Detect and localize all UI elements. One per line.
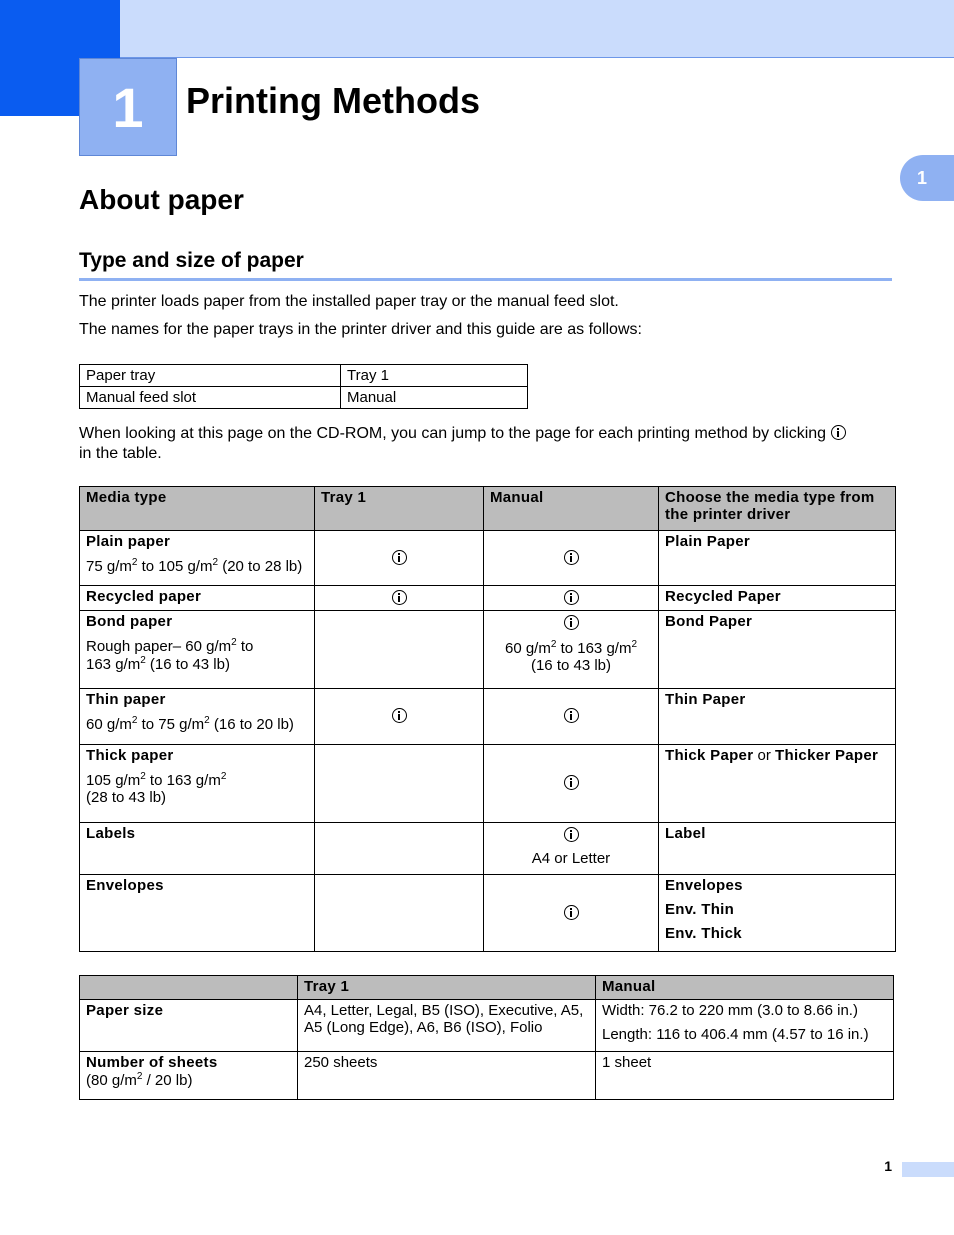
- table-row: [80, 586, 896, 611]
- info-link-icon[interactable]: [392, 708, 407, 723]
- paper-size-manual: Width: 76.2 to 220 mm (3.0 to 8.66 in.) Length: 116 to 406.4 mm (4.57 to 16 in.): [596, 1000, 894, 1052]
- table-row: [80, 531, 896, 586]
- info-link-icon[interactable]: [564, 615, 579, 630]
- table-row: [80, 611, 896, 689]
- table-row: [80, 1000, 894, 1052]
- tray1-cell: [315, 531, 484, 586]
- driver-cell: Recycled Paper: [659, 586, 896, 611]
- tray1-cell: [315, 875, 484, 952]
- intro-paragraph-2: The names for the paper trays in the printer driver and this guide are as follows:: [79, 321, 642, 338]
- header-manual: Manual: [596, 976, 894, 1000]
- tray-names-table: [79, 364, 528, 409]
- info-link-icon[interactable]: [564, 905, 579, 920]
- table-row: [80, 365, 528, 387]
- driver-cell: Label: [659, 823, 896, 875]
- info-link-icon[interactable]: [564, 708, 579, 723]
- tray1-cell: [315, 586, 484, 611]
- media-spec: Rough paper– 60 $g/m^2$ to 163 $g/m^2$ (16 to 43 lb): [86, 637, 254, 673]
- info-link-icon[interactable]: [564, 550, 579, 565]
- paper-size-label: Paper size: [80, 1000, 298, 1052]
- header-blank: [80, 976, 298, 1000]
- info-link-icon[interactable]: [564, 775, 579, 790]
- tray1-cell: [315, 823, 484, 875]
- media-spec: 105 $g/m^2$ to 163 $g/m^2$ (28 to 43 lb): [86, 771, 227, 806]
- table-row: [80, 1052, 894, 1100]
- chapter-number: 1: [79, 58, 177, 156]
- table-row: [80, 875, 896, 952]
- header-light-band: [120, 0, 954, 58]
- tray1-cell: [315, 689, 484, 745]
- info-link-icon[interactable]: [564, 827, 579, 842]
- paper-size-tray1: A4, Letter, Legal, B5 (ISO), Executive, A5, A5 (Long Edge), A6, B6 (ISO), Folio: [298, 1000, 596, 1052]
- manual-cell: [484, 875, 659, 952]
- media-cell: Thin paper 60 $g/m^2$ to 75 $g/m^2$ (16 to 20 lb): [80, 689, 315, 745]
- tray-name-cell: Paper tray: [80, 365, 341, 387]
- driver-cell: Thin Paper: [659, 689, 896, 745]
- tray-label-cell: Tray 1: [341, 365, 528, 387]
- manual-cell: [484, 531, 659, 586]
- sheets-label: Number of sheets (80 $g/m^2 / 20$ lb): [80, 1052, 298, 1100]
- driver-cell: Envelopes Env. Thin Env. Thick: [659, 875, 896, 952]
- table-row: [80, 689, 896, 745]
- media-spec: 60 $g/m^2$ to 75 $g/m^2$ (16 to 20 lb): [86, 715, 294, 733]
- media-cell: Bond paper Rough paper– 60 $g/m^2$ to 163 $g/m^2$ (16 to 43 lb): [80, 611, 315, 689]
- table-row: [80, 823, 896, 875]
- media-cell: Plain paper 75 $g/m^2$ to 105 $g/m^2$ (20 to 28 lb): [80, 531, 315, 586]
- intro-paragraph-1: The printer loads paper from the installed paper tray or the manual feed slot.: [79, 293, 619, 310]
- header-tray1: Tray 1: [298, 976, 596, 1000]
- info-link-icon: [831, 425, 846, 440]
- header-media-type: Media type: [80, 487, 315, 531]
- media-cell: Envelopes: [80, 875, 315, 952]
- tray1-cell: [315, 611, 484, 689]
- media-cell: Recycled paper: [80, 586, 315, 611]
- sheets-manual: 1 sheet: [596, 1052, 894, 1100]
- manual-cell: [484, 611, 659, 689]
- manual-cell: [484, 586, 659, 611]
- paper-size-table: [79, 975, 894, 1100]
- media-cell: Thick paper 105 $g/m^2$ to 163 $g/m^2$ (28 to 43 lb): [80, 745, 315, 823]
- media-cell: Labels: [80, 823, 315, 875]
- table-row: [80, 387, 528, 409]
- page-number: 1: [884, 1158, 892, 1174]
- table-header-row: [80, 976, 894, 1000]
- manual-cell: [484, 745, 659, 823]
- tray-label-cell: Manual: [341, 387, 528, 409]
- media-spec: 75 $g/m^2$ to 105 $g/m^2$ (20 to 28 lb): [86, 557, 303, 575]
- manual-spec: 60 $g/m^2$ to 163 $g/m^2$ (16 to 43 lb): [504, 639, 638, 674]
- section-title: About paper: [79, 184, 244, 215]
- subsection-title: Type and size of paper: [79, 249, 892, 281]
- info-link-icon[interactable]: [392, 550, 407, 565]
- driver-cell: Thick Paper or Thicker Paper: [659, 745, 896, 823]
- cdrom-note: When looking at this page on the CD-ROM, you can jump to the page for each printing method by clicking in the table.: [79, 424, 894, 464]
- info-link-icon[interactable]: [564, 590, 579, 605]
- tray-name-cell: Manual feed slot: [80, 387, 341, 409]
- chapter-side-tab[interactable]: 1: [900, 155, 954, 201]
- table-row: [80, 745, 896, 823]
- driver-cell: Plain Paper: [659, 531, 896, 586]
- driver-cell: Bond Paper: [659, 611, 896, 689]
- table-header-row: [80, 487, 896, 531]
- info-link-icon[interactable]: [392, 590, 407, 605]
- page-number-bar: [902, 1162, 954, 1177]
- chapter-title: Printing Methods: [186, 80, 480, 121]
- sheets-tray1: 250 sheets: [298, 1052, 596, 1100]
- manual-cell: A4 or Letter: [484, 823, 659, 875]
- header-driver: Choose the media type from the printer driver: [659, 487, 896, 531]
- media-type-table: [79, 486, 896, 952]
- tray1-cell: [315, 745, 484, 823]
- header-tray1: Tray 1: [315, 487, 484, 531]
- manual-cell: [484, 689, 659, 745]
- header-manual: Manual: [484, 487, 659, 531]
